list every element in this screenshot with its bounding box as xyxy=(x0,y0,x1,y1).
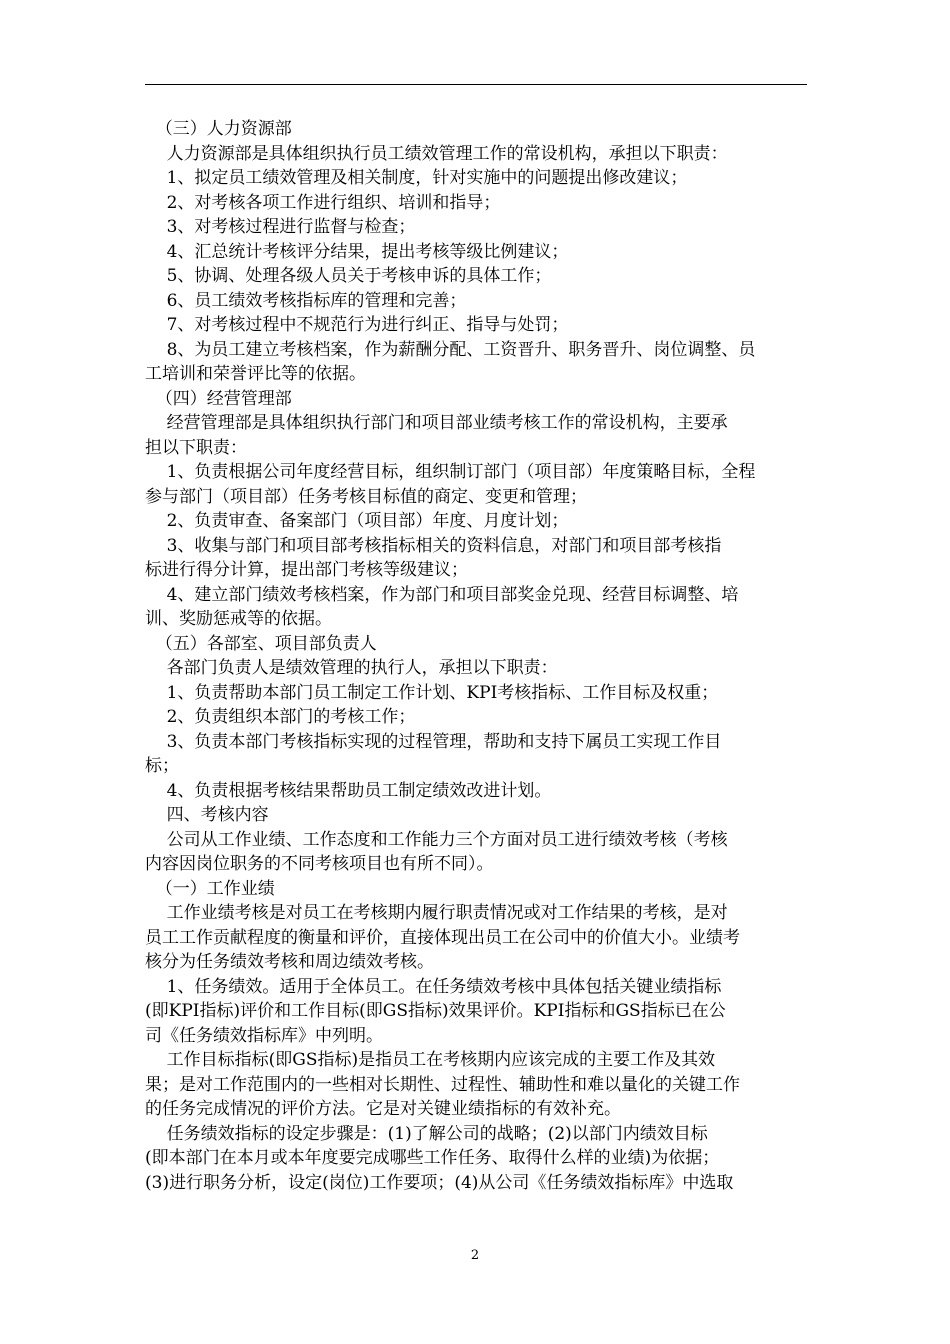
text-line: 的任务完成情况的评价方法。它是对关键业绩指标的有效补充。 xyxy=(145,1099,621,1119)
text-line: 四、考核内容 xyxy=(145,805,269,825)
text-line: 担以下职责： xyxy=(145,437,247,458)
page-number: 2 xyxy=(470,1248,480,1263)
text-line: 1、负责根据公司年度经营目标，组织制订部门（项目部）年度策略目标，全程 xyxy=(145,462,756,482)
text-line: 1、负责帮助本部门员工制定工作计划、KPI考核指标、工作目标及权重； xyxy=(145,682,719,703)
text-line: （三）人力资源部 xyxy=(145,119,292,139)
text-line: 3、对考核过程进行监督与检查； xyxy=(145,217,416,237)
text-line: 各部门负责人是绩效管理的执行人，承担以下职责： xyxy=(145,658,558,678)
text-line: 标； xyxy=(145,756,179,776)
text-line: 8、为员工建立考核档案，作为薪酬分配、工资晋升、职务晋升、岗位调整、员 xyxy=(145,339,756,360)
text-line: 2、对考核各项工作进行组织、培训和指导； xyxy=(145,192,501,213)
text-line: 司《任务绩效指标库》中列明。 xyxy=(145,1025,383,1046)
text-line: 参与部门（项目部）任务考核目标值的商定、变更和管理； xyxy=(145,486,587,507)
text-line: 4、汇总统计考核评分结果，提出考核等级比例建议； xyxy=(145,241,569,262)
text-line: 7、对考核过程中不规范行为进行纠正、指导与处罚； xyxy=(145,315,569,335)
text-line: 工作目标指标(即GS指标)是指员工在考核期内应该完成的主要工作及其效 xyxy=(145,1050,716,1070)
text-line: (即本部门在本月或本年度要完成哪些工作任务、取得什么样的业绩)为依据； xyxy=(145,1148,720,1168)
text-line: 6、员工绩效考核指标库的管理和完善； xyxy=(145,290,467,311)
text-line: (3)进行职务分析，设定(岗位)工作要项；(4)从公司《任务绩效指标库》中选取 xyxy=(145,1172,734,1193)
header-rule xyxy=(145,84,807,85)
text-line: 4、建立部门绩效考核档案，作为部门和项目部奖金兑现、经营目标调整、培 xyxy=(145,584,739,605)
text-line: 人力资源部是具体组织执行员工绩效管理工作的常设机构，承担以下职责： xyxy=(145,143,728,164)
text-line: 1、任务绩效。适用于全体员工。在任务绩效考核中具体包括关键业绩指标 xyxy=(145,976,722,997)
text-line: (即KPI指标)评价和工作目标(即GS指标)效果评价。KPI指标和GS指标已在公 xyxy=(145,1001,726,1021)
text-line: 1、拟定员工绩效管理及相关制度，针对实施中的问题提出修改建议； xyxy=(145,168,688,188)
text-line: 训、奖励惩戒等的依据。 xyxy=(145,609,332,629)
text-line: 工作业绩考核是对员工在考核期内履行职责情况或对工作结果的考核，是对 xyxy=(145,903,728,923)
text-line: 内容因岗位职务的不同考核项目也有所不同）。 xyxy=(145,854,494,874)
text-line: 员工工作贡献程度的衡量和评价，直接体现出员工在公司中的价值大小。业绩考 xyxy=(145,927,740,948)
text-line: 核分为任务绩效考核和周边绩效考核。 xyxy=(145,952,434,972)
text-line: 3、负责本部门考核指标实现的过程管理，帮助和支持下属员工实现工作目 xyxy=(145,731,722,752)
text-line: 经营管理部是具体组织执行部门和项目部业绩考核工作的常设机构，主要承 xyxy=(145,413,728,433)
text-line: 2、负责组织本部门的考核工作； xyxy=(145,707,416,727)
text-line: 果；是对工作范围内的一些相对长期性、过程性、辅助性和难以量化的关键工作 xyxy=(145,1074,740,1095)
text-line: 3、收集与部门和项目部考核指标相关的资料信息，对部门和项目部考核指 xyxy=(145,535,722,556)
text-line: 任务绩效指标的设定步骤是：(1)了解公司的战略；(2)以部门内绩效目标 xyxy=(145,1123,708,1144)
document-body xyxy=(145,117,807,1195)
text-line: 标进行得分计算，提出部门考核等级建议； xyxy=(145,560,468,580)
text-line: （五）各部室、项目部负责人 xyxy=(145,633,377,654)
text-line: 公司从工作业绩、工作态度和工作能力三个方面对员工进行绩效考核（考核 xyxy=(145,829,728,850)
text-line: 工培训和荣誉评比等的依据。 xyxy=(145,364,366,384)
text-line: 4、负责根据考核结果帮助员工制定绩效改进计划。 xyxy=(145,780,552,801)
text-line: （四）经营管理部 xyxy=(145,388,292,409)
text-line: 5、协调、处理各级人员关于考核申诉的具体工作； xyxy=(145,266,552,286)
text-line: （一）工作业绩 xyxy=(145,878,275,899)
text-line: 2、负责审查、备案部门（项目部）年度、月度计划； xyxy=(145,511,569,531)
